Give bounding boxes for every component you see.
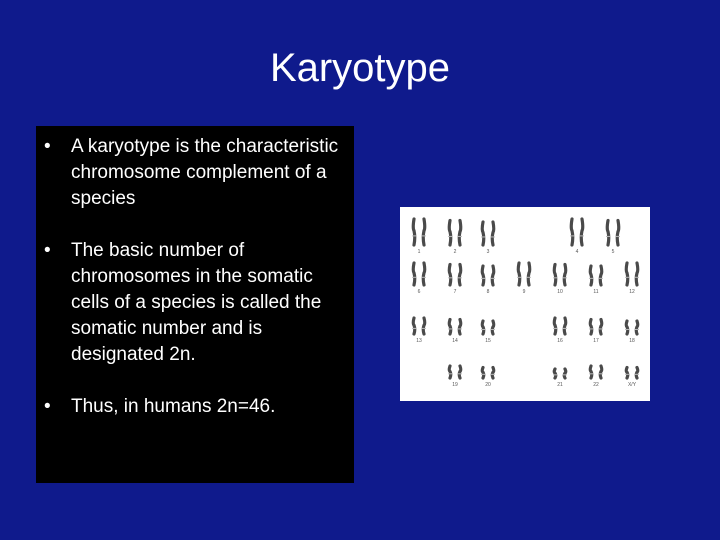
chromosome-number-label: 11 — [593, 289, 599, 295]
chromosome-number-label: 1 — [417, 249, 421, 255]
chromosome-pair — [481, 368, 495, 379]
chromosome-number-label: 7 — [453, 289, 457, 295]
chromosome-pair — [412, 263, 426, 285]
chromosome — [590, 366, 592, 378]
bullet-text-box — [36, 126, 354, 483]
chromosome — [626, 368, 628, 379]
chromosome-pair — [412, 219, 426, 245]
chromosome-number-label: 8 — [486, 289, 490, 295]
chromosome — [459, 320, 461, 335]
chromosome — [590, 320, 592, 335]
chromosome — [449, 265, 451, 286]
chromosome — [518, 263, 520, 285]
bullet-text: A karyotype is the characteristic chromosome complement of a species — [71, 136, 339, 209]
chromosome — [564, 318, 566, 334]
chromosome-number-label: 21 — [557, 382, 563, 388]
chromosome — [554, 369, 556, 378]
chromosome — [449, 320, 451, 335]
chromosome — [459, 221, 461, 246]
chromosome — [423, 318, 425, 334]
chromosome — [554, 318, 556, 334]
chromosome — [600, 266, 602, 285]
chromosome-number-label: 4 — [575, 249, 579, 255]
chromosome — [413, 263, 415, 285]
chromosome — [423, 263, 425, 285]
chromosome-pair — [448, 265, 462, 286]
bullet-glyph: • — [44, 136, 51, 157]
chromosome — [459, 366, 461, 378]
karyotype-image — [400, 207, 650, 401]
bullet-item — [36, 394, 349, 420]
chromosome-number-label: X/Y — [627, 382, 637, 388]
chromosome-pair — [625, 263, 639, 285]
chromosome-pair — [589, 320, 603, 335]
chromosome — [492, 222, 494, 245]
chromosome-pair — [570, 219, 584, 245]
chromosome-number-label: 20 — [485, 382, 491, 388]
chromosome — [564, 369, 566, 378]
slide-title: Karyotype — [269, 46, 451, 90]
bullet-text: The basic number of chromosomes in the somatic cells of a species is called the somatic number and is designated 2n. — [71, 240, 322, 365]
chromosome — [626, 263, 628, 285]
chromosome-pair — [448, 320, 462, 335]
chromosome-number-label: 13 — [416, 338, 422, 344]
chromosome — [492, 321, 494, 334]
chromosome — [482, 368, 484, 379]
chromosome — [482, 321, 484, 334]
chromosome — [617, 221, 619, 246]
chromosome-number-label: 6 — [417, 289, 421, 295]
chromosome — [600, 320, 602, 335]
chromosome — [423, 219, 425, 245]
chromosome-number-label: 16 — [557, 338, 563, 344]
chromosome-pair — [412, 318, 426, 334]
chromosome-pair — [481, 266, 495, 285]
chromosome — [581, 219, 583, 245]
bullet-item — [36, 238, 349, 368]
chromosome — [459, 265, 461, 286]
chromosome-pair — [625, 321, 639, 334]
chromosome-pair — [448, 221, 462, 246]
bullet-glyph: • — [44, 396, 51, 417]
chromosome-number-label: 14 — [452, 338, 458, 344]
chromosome — [449, 366, 451, 378]
chromosome — [590, 266, 592, 285]
chromosome — [600, 366, 602, 378]
chromosome — [482, 266, 484, 285]
chromosome — [482, 222, 484, 245]
chromosome-number-label: 15 — [485, 338, 491, 344]
chromosome-pair — [589, 266, 603, 285]
chromosome-number-label: 10 — [557, 289, 563, 295]
chromosome-pair — [589, 366, 603, 378]
chromosome-number-label: 9 — [522, 289, 526, 295]
chromosome-pair — [481, 222, 495, 245]
chromosome — [626, 321, 628, 334]
chromosome-pair — [553, 265, 567, 286]
chromosome — [564, 265, 566, 286]
chromosome-number-label: 18 — [629, 338, 635, 344]
chromosome — [528, 263, 530, 285]
bullet-text: Thus, in humans 2n=46. — [71, 396, 276, 417]
chromosome — [636, 368, 638, 379]
bullet-item — [36, 134, 349, 212]
chromosome-number-label: 2 — [453, 249, 457, 255]
chromosome — [449, 221, 451, 246]
chromosome — [413, 219, 415, 245]
chromosome-number-label: 12 — [629, 289, 635, 295]
chromosome-pair — [448, 366, 462, 378]
chromosome-pair — [553, 369, 567, 378]
chromosome — [636, 263, 638, 285]
chromosome-pair — [481, 321, 495, 334]
chromosome-pair — [606, 221, 620, 246]
chromosome-number-label: 22 — [593, 382, 599, 388]
chromosome — [636, 321, 638, 334]
bullet-glyph: • — [44, 240, 51, 261]
chromosome-pair — [625, 368, 639, 379]
chromosome-number-label: 3 — [486, 249, 490, 255]
chromosome-pair — [553, 318, 567, 334]
chromosome — [492, 266, 494, 285]
chromosome — [413, 318, 415, 334]
chromosome — [554, 265, 556, 286]
chromosome-number-label: 5 — [611, 249, 615, 255]
chromosome-number-label: 19 — [452, 382, 458, 388]
chromosome — [607, 221, 609, 246]
chromosome — [492, 368, 494, 379]
chromosome-pair — [517, 263, 531, 285]
chromosome — [571, 219, 573, 245]
chromosome-number-label: 17 — [593, 338, 599, 344]
